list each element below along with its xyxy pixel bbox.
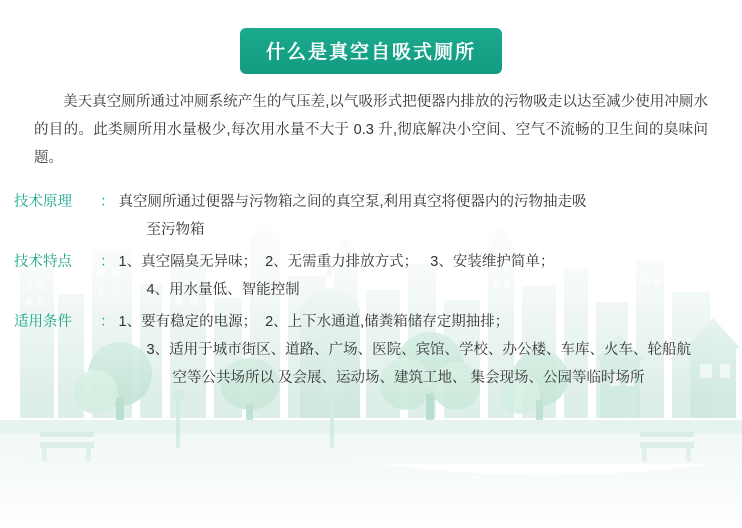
section-colon: ： [100, 254, 115, 270]
intro-paragraph: 美天真空厕所通过冲厕系统产生的气压差,以气吸形式把便器内排放的污物吸走以达至减少使用冲厕水的目的。此类厕所用水量极少,每次用水量不大于 0.3 升,彻底解决小空间、空气不流畅的卫生间的臭味问题。 [34, 94, 708, 166]
section-colon: ： [100, 194, 115, 210]
section-label: 技术原理 [14, 194, 72, 210]
section-line: 1、真空隔臭无异味； 2、无需重力排放方式； 3、安装维护简单； [118, 254, 555, 270]
section-body [119, 188, 725, 244]
section-colon: ： [100, 314, 115, 330]
spec-sections [0, 188, 742, 396]
title-banner [0, 28, 742, 74]
section-technical-principle [14, 188, 724, 248]
section-line: 4、用水量低、智能控制 [146, 282, 300, 298]
section-line: 真空厕所通过便器与污物箱之间的真空泵,利用真空将便器内的污物抽走吸 [118, 194, 587, 210]
section-label: 技术特点 [14, 254, 72, 270]
section-line: 至污物箱 [146, 222, 205, 238]
section-line: 空等公共场所以 及会展、运动场、建筑工地、 集会现场、公园等临时场所 [172, 370, 645, 386]
section-technical-features [14, 248, 724, 308]
section-line: 1、要有稳定的电源； 2、上下水通道,储粪箱储存定期抽排； [118, 314, 510, 330]
section-label: 适用条件 [14, 314, 72, 330]
section-body [119, 308, 725, 392]
page-title: 什么是真空自吸式厕所 [240, 28, 502, 74]
section-applicable-conditions [14, 308, 724, 396]
section-line: 3、适用于城市街区、道路、广场、医院、宾馆、学校、办公楼、车库、火车、轮船航 [146, 342, 692, 358]
section-body [119, 248, 725, 304]
content-area [0, 88, 742, 396]
